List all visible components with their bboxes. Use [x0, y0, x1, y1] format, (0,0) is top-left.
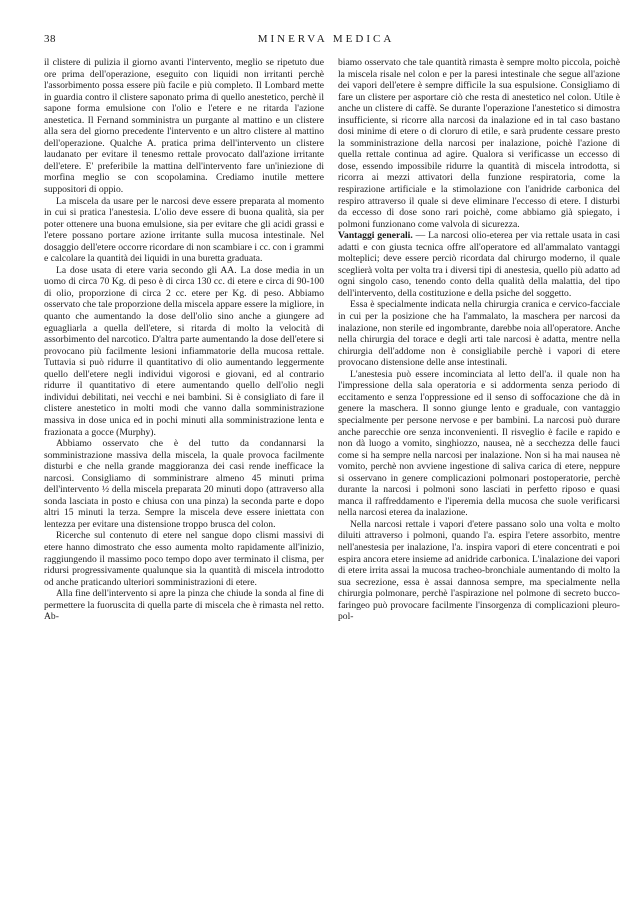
- page-number: 38: [44, 33, 56, 45]
- journal-title: MINERVA MEDICA: [257, 33, 395, 45]
- running-head: [44, 33, 608, 47]
- paragraph: Essa è specialmente indicata nella chirurgia cranica e cervico-facciale in cui per la posizione che ha l'ammalato, la maschera per narcosi da inalazione, non sterile ed ingombrante, darebbe noia all'operatore. Anche nella chirurgia del torace e degli arti tale narcosi è adatta, mentre nella chirurgia dell'addome non è consigliabile perchè i vapori di etere provocano distensione delle anse intestinali.: [338, 299, 620, 369]
- section-heading: Vantaggi generali.: [338, 230, 413, 242]
- paragraph: Alla fine dell'intervento si apre la pinza che chiude la sonda al fine di permettere la fuoruscita di quella parte di miscela che è rimasta nel retto. Ab-: [44, 588, 324, 623]
- paragraph: Nella narcosi rettale i vapori d'etere passano solo una volta e molto diluiti attraverso i polmoni, quando l'a. espira l'etere assorbito, mentre nell'anestesia per inalazione, l'a. inspira vapori di etere concentrati e poi espira ancora etere insieme ad anidride carbonica. L'inalazione dei vapori di etere irrita assai la mucosa tracheo-bronchiale aumentando di molto la sua secrezione, essa è assai dannosa sempre, ma specialmente nella chirurgia polmonare, perchè l'aspirazione nel polmone di secreto bucco-faringeo può provocare facilmente l'insorgenza di complicazioni pleuro-pol-: [338, 518, 620, 623]
- paragraph: L'anestesia può essere incominciata al letto dell'a. il quale non ha l'impressione della sala operatoria e si addormenta senza periodo di eccitamento e senza l'oppressione ed il senso di soffocazione che dà in genere la maschera. Il sonno giunge lento e graduale, con vantaggio specialmente per persone nervose e per bambini. La narcosi può durare anche parecchie ore senza inconvenienti. Il risveglio è facile e rapido e non dà luogo a vomito, singhiozzo, nausea, nè a secchezza delle fauci come si ha sempre nella narcosi per inalazione. Non si ha mai nausea nè vomito, perchè non avviene ingestione di saliva carica di etere, neppure si osservano in genere complicazioni polmonari postoperatorie, perchè durante la narcosi i polmoni sono lasciati in perfetto riposo e quasi manca il raffreddamento e l'iperemia della mucosa che suole verificarsi nella narcosi eterea da inalazione.: [338, 368, 620, 519]
- paragraph: il clistere di pulizia il giorno avanti l'intervento, meglio se ripetuto due ore prima dell'operazione, eseguito con liquidi non irritanti perchè l'assorbimento possa essere più facile e più completo. Il Lombard mette in guardia contro il clistere saponato prima di quello anestetico, perchè il sapone forma emulsione con l'olio e l'etere e ne ritarda l'azione anestetica. Il Fernand somministra un purgante al mattino e un clistere alla sera del giorno precedente l'intervento e un altro clistere al mattino dell'operazione. Qualche A. pratica prima dell'intervento un clistere laudanato per evitare il tenesmo rettale provocato dall'azione irritante dell'etere. E' preferibile la mattina dell'intervento fare un'iniezione di morfina meglio se con scopolamina. Crediamo inutile mettere suppositori di oppio.: [44, 57, 324, 196]
- section-text: — La narcosi olio-eterea per via rettale usata in casi adatti e con giusta tecnica offre all'operatore ed all'ammalato vantaggi molteplici; deve essere perciò ricordata dal chirurgo moderno, il quale sceglierà volta per volta tra i diversi tipi di anestesia, quello più adatto ad ogni singolo caso, tenendo conto della qualità della malattia, del tipo dell'intervento, della costituzione e della psiche del soggetto.: [338, 230, 620, 299]
- paragraph: biamo osservato che tale quantità rimasta è sempre molto piccola, poichè la miscela risale nel colon e per la paresi intestinale che segue all'azione dei vapori dell'etere è sempre difficile la sua espulsione. Consigliamo di fare un clistere per asportare ciò che resta di anestetico nel colon. Utile è anche un clistere di caffè. Se durante l'operazione l'anestetico si dimostra insufficiente, si ricorre alla narcosi da inalazione ed in tal caso bastano dosi minime di etere o di cloruro di etile, e sarà prudente cessare presto la somministrazione della narcosi per inalazione, poichè l'azione di quella rettale continua ad agire. Qualora si verificasse un eccesso di dose, essendo impossibile ridurre la quantità di miscela introdotta, si ricorra ai mezzi attivatori della funzione respiratoria, come la respirazione artificiale e la stimolazione con l'anidride carbonica del respiro attraverso il quale si deve eliminare l'eccesso di etere. I disturbi da eccesso di dose sono rari poichè, come abbiamo già spiegato, i polmoni funzionano come valvola di sicurezza.: [338, 57, 620, 230]
- paragraph: La miscela da usare per le narcosi deve essere preparata al momento in cui si pratica l'anestesia. L'olio deve essere di buona qualità, sia per poter ottenere una buona emulsione, sia per evitare che gli acidi grassi e l'etere possano portare azione irritante sulla mucosa intestinale. Nel dosaggio dell'etere occorre ricordare di non scambiare i cc. con i grammi e calcolare la quantità dei liquidi in una buretta graduata.: [44, 195, 324, 265]
- paragraph: Ricerche sul contenuto di etere nel sangue dopo clismi massivi di etere hanno dimostrato che esso aumenta molto rapidamente all'inizio, raggiungendo il massimo poco tempo dopo aver terminato il clisma, per ridursi progressivamente qualunque sia la quantità di miscela introdotto od anche praticando ulteriori somministrazioni di etere.: [44, 530, 324, 588]
- left-column: [44, 57, 324, 623]
- section-paragraph: [338, 230, 620, 299]
- right-column: [338, 57, 620, 623]
- paragraph: La dose usata di etere varia secondo gli AA. La dose media in un uomo di circa 70 Kg. di peso è di circa 130 cc. di etere e circa di 90-100 di olio, proporzione di circa 2 cc. etere per Kg. di peso. Abbiamo osservato che tale proporzione della miscela appare essere la migliore, in quanto che aumentando la dose dell'olio sino anche a giungere ad eguagliarla a quella dell'etere, si ritarda di molto la velocità di assorbimento del narcotico. D'altra parte aumentando la dose dell'etere si provocano più facilmente lesioni infiammatorie della mucosa rettale. Tuttavia si può ridurre il quantitativo di olio aumentando leggermente quello dell'etere negli individui vigorosi e giovani, ed al contrario ridurre il quantitativo di etere aumentando quello dell'olio negli individui debilitati, nei vecchi e nei bambini. Si è consigliato di fare il clistere anestetico in molti modi che vanno dalla somministrazione massiva in dose unica ed in pochi minuti alla somministrazione lenta e frazionata a gocce (Murphy).: [44, 264, 324, 438]
- paragraph: Abbiamo osservato che è del tutto da condannarsi la somministrazione massiva della miscela, la quale provoca facilmente disturbi e che nella grande maggioranza dei casi rende inefficace la narcosi. Consigliamo di somministrare almeno 45 minuti prima dell'intervento ½ della miscela preparata 20 minuti dopo (attraverso alla sonda lasciata in posto e chiusa con una pinza) la seconda parte e dopo altri 15 minuti la terza. Sempre la miscela deve essere iniettata con lentezza per evitare una distensione troppo brusca del colon.: [44, 438, 324, 530]
